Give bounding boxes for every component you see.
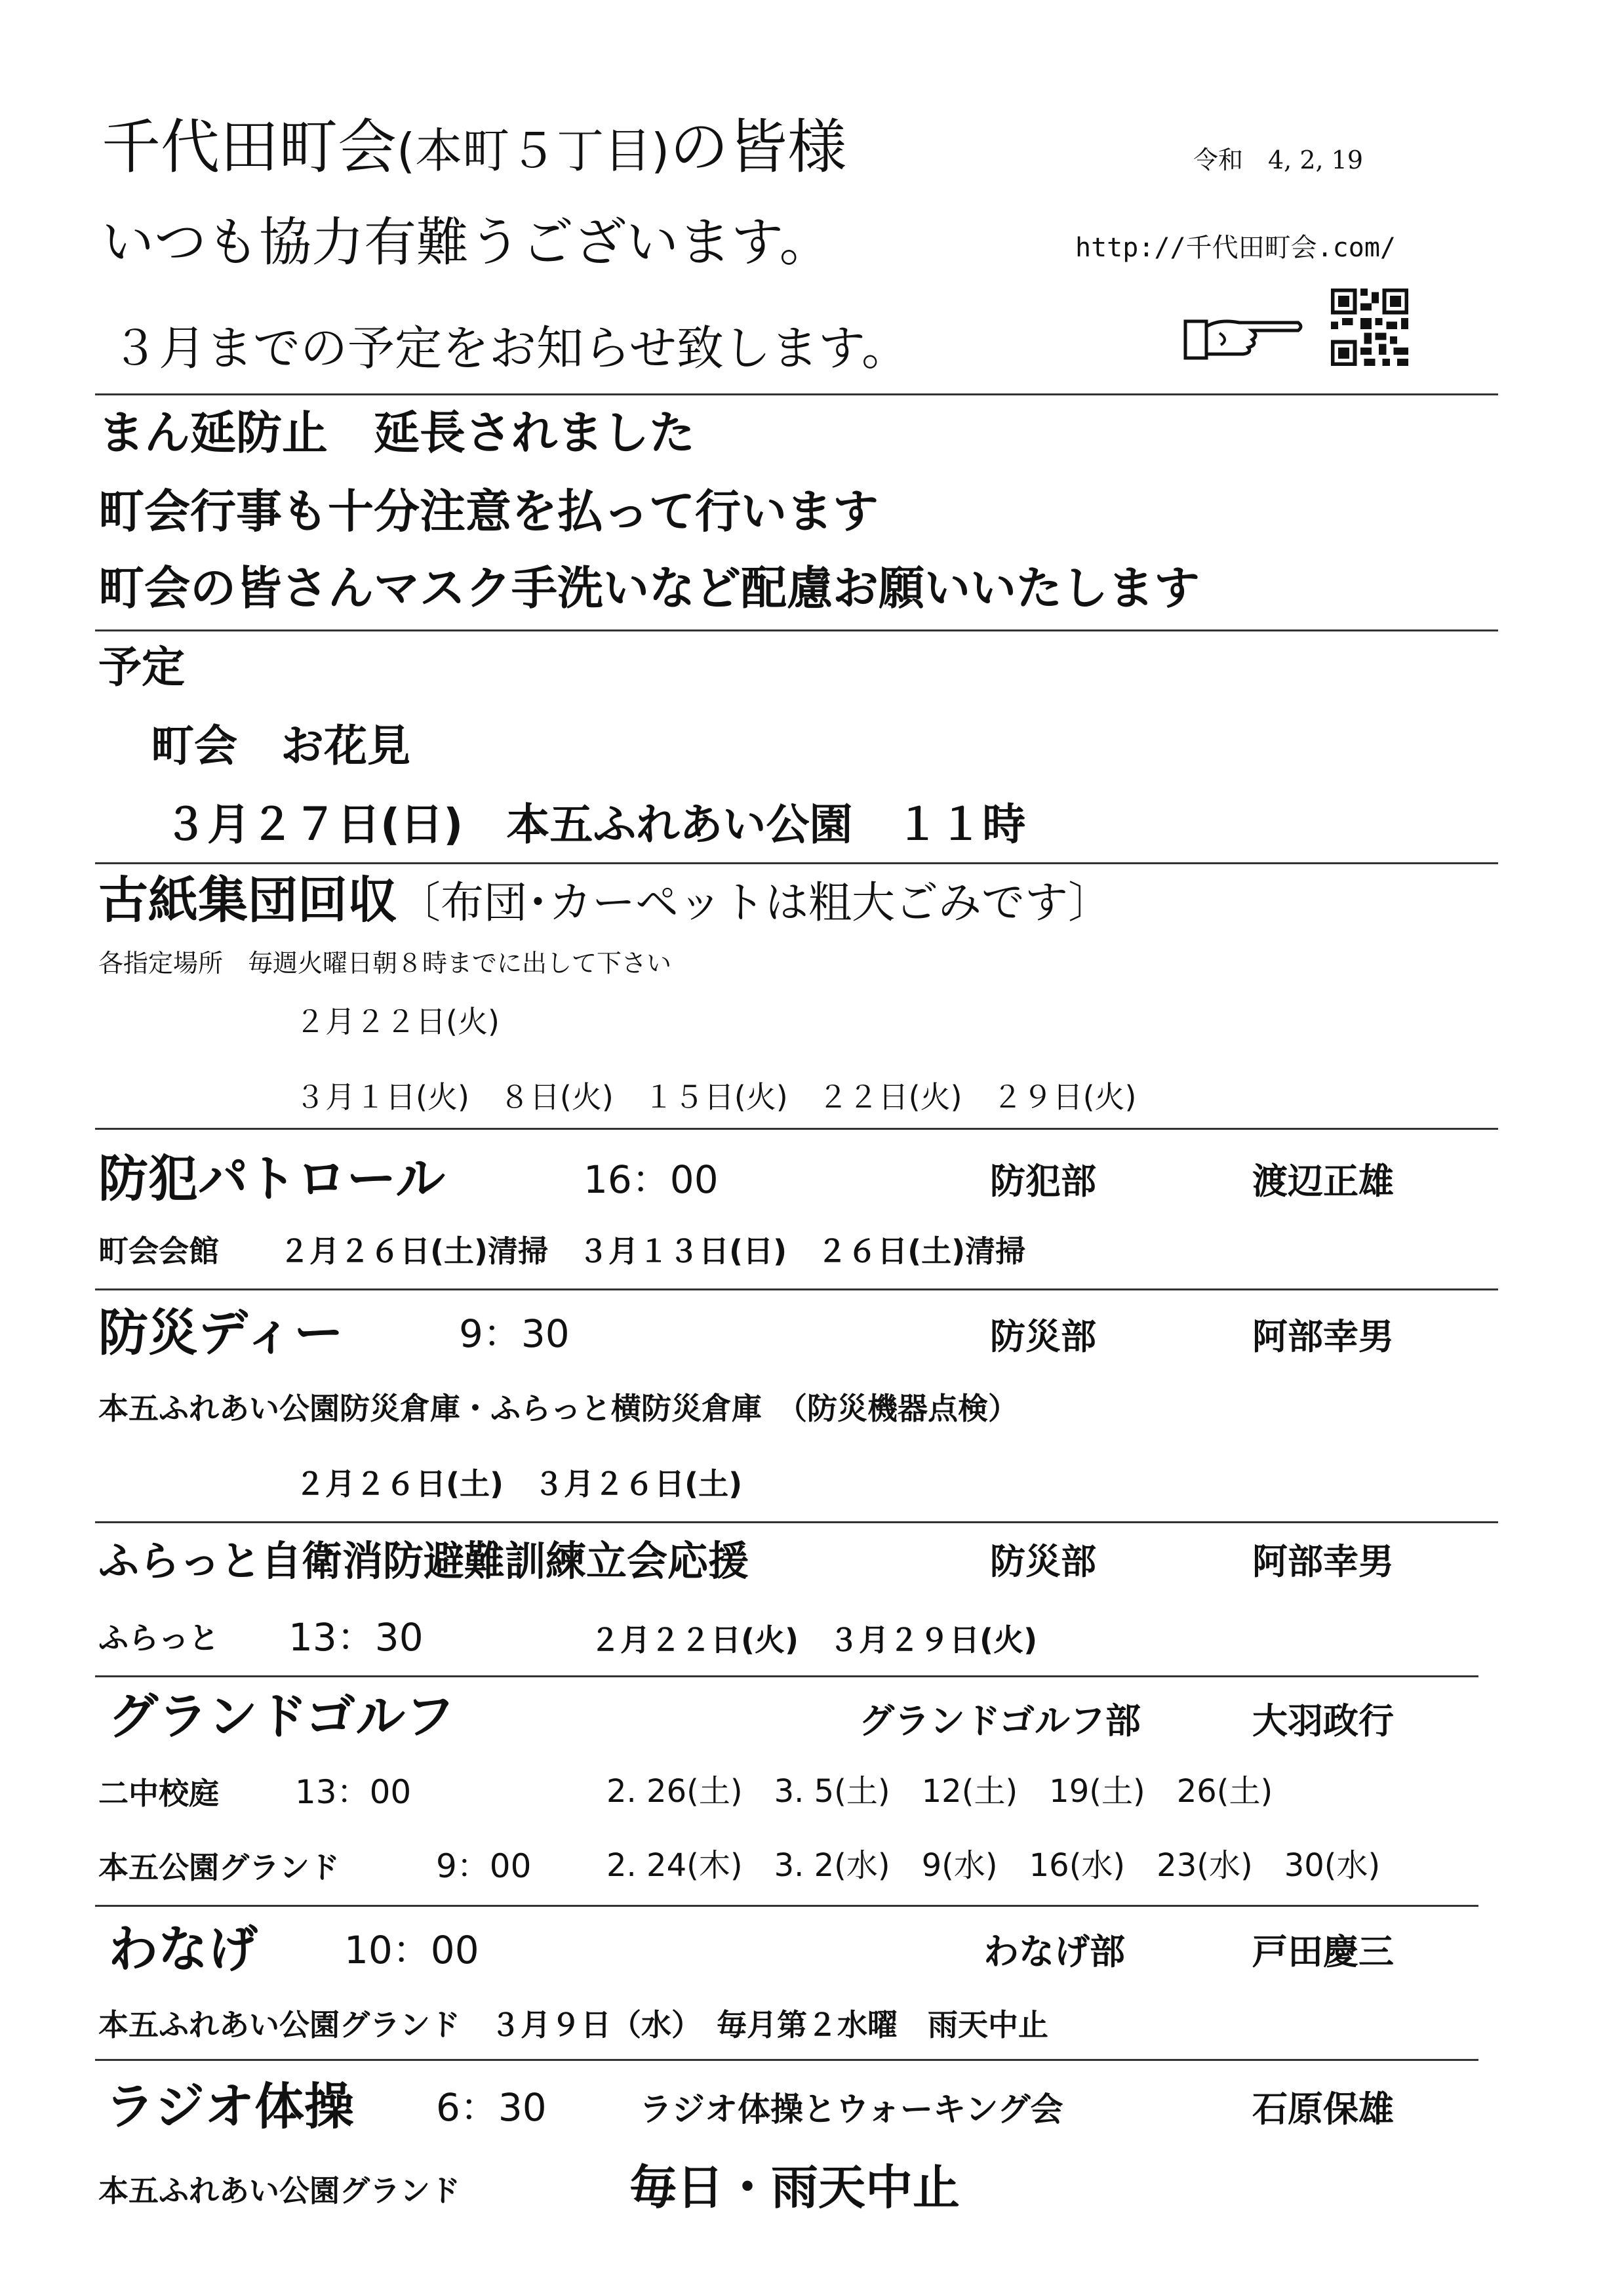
divider	[95, 1905, 1478, 1907]
divider	[95, 1521, 1498, 1523]
patrol-dept: 防犯部	[990, 1161, 1096, 1202]
radio-place: 本五ふれあい公園グランド	[98, 2173, 460, 2208]
divider	[95, 1128, 1498, 1130]
golf-row1-dates: 2. 26(土) 3. 5(土) 12(土) 19(土) 26(土)	[606, 1773, 1273, 1810]
announce-line-2: 町会行事も十分注意を払って行います	[98, 485, 879, 538]
notice-text: ３月までの予定をお知らせ致します。	[111, 321, 909, 376]
drill-time: 13：30	[288, 1615, 424, 1660]
title-paren: (本町５丁目)	[397, 123, 670, 178]
schedule-event: 町会 お花見	[151, 721, 410, 771]
drill-dates: ２月２２日(火) ３月２９日(火)	[590, 1622, 1038, 1658]
patrol-person: 渡辺正雄	[1252, 1161, 1394, 1202]
qr-code-icon[interactable]	[1331, 289, 1408, 366]
website-url[interactable]: http://千代田町会.com/	[1075, 233, 1396, 263]
announce-line-3: 町会の皆さんマスク手洗いなど配慮お願いいたします	[98, 561, 1200, 615]
page-title	[102, 113, 847, 182]
issue-date: 令和 4, 2, 19	[1193, 146, 1364, 174]
golf-row2-time: 9：00	[436, 1847, 532, 1885]
schedule-detail: ３月２７日(日) 本五ふれあい公園 １１時	[164, 799, 1026, 850]
paper-title: 古紙集団回収	[98, 871, 397, 929]
paper-sub: 各指定場所 毎週火曜日朝８時までに出して下さい	[98, 949, 672, 978]
golf-person: 大羽政行	[1252, 1700, 1394, 1742]
wanage-person: 戸田慶三	[1252, 1931, 1394, 1972]
patrol-title: 防犯パトロール	[98, 1149, 445, 1208]
drill-dept: 防災部	[990, 1541, 1096, 1582]
radio-dept: ラジオ体操とウォーキング会	[639, 2090, 1063, 2128]
wanage-title: わなげ	[108, 1920, 258, 1978]
drill-place: ふらっと	[98, 1620, 219, 1656]
disaster-title: 防災ディー	[98, 1304, 344, 1362]
title-main: 千代田町会	[102, 113, 397, 182]
paper-collection-title	[98, 871, 1111, 929]
radio-title: ラジオ体操	[105, 2077, 354, 2136]
divider	[95, 862, 1498, 864]
drill-person: 阿部幸男	[1252, 1541, 1394, 1582]
wanage-detail: 本五ふれあい公園グランド ３月９日（水） 毎月第２水曜 雨天中止	[98, 2007, 1048, 2043]
golf-row1-time: 13：00	[295, 1773, 412, 1811]
divider	[95, 393, 1498, 395]
schedule-heading: 予定	[98, 642, 185, 692]
paper-note: 〔布団･カーペットは粗大ごみです〕	[397, 877, 1111, 928]
disaster-person: 阿部幸男	[1252, 1316, 1394, 1357]
divider	[95, 1675, 1478, 1677]
golf-row2-dates: 2. 24(木) 3. 2(水) 9(水) 16(水) 23(水) 30(水)	[606, 1847, 1381, 1884]
disaster-dept: 防災部	[990, 1316, 1096, 1357]
radio-note: 毎日・雨天中止	[629, 2160, 961, 2215]
golf-row1-place: 二中校庭	[98, 1776, 219, 1811]
paper-dates-2: ３月１日(火) ８日(火) １５日(火) ２２日(火) ２９日(火)	[295, 1079, 1137, 1115]
patrol-time: 16：00	[584, 1157, 719, 1202]
announce-line-1: まん延防止 延長されました	[98, 406, 695, 460]
golf-title: グランドゴルフ	[108, 1687, 455, 1746]
greeting: いつも協力有難うございます。	[102, 212, 832, 273]
divider	[95, 2059, 1478, 2061]
pointing-hand-icon	[1180, 307, 1305, 366]
disaster-dates: ２月２６日(土) ３月２６日(土)	[295, 1466, 743, 1502]
divider	[95, 629, 1498, 631]
patrol-detail: 町会会館 ２月２６日(土)清掃 ３月１３日(日) ２６日(土)清掃	[98, 1233, 1026, 1269]
wanage-time: 10：00	[344, 1928, 479, 1972]
wanage-dept: わなげ部	[983, 1931, 1125, 1972]
radio-time: 6：30	[436, 2085, 547, 2130]
drill-title: ふらっと自衛消防避難訓練立会応援	[98, 1537, 749, 1585]
paper-dates-1: ２月２２日(火)	[295, 1004, 500, 1039]
title-tail: の皆様	[669, 113, 847, 182]
radio-person: 石原保雄	[1252, 2088, 1394, 2130]
golf-dept: グランドゴルフ部	[859, 1700, 1141, 1742]
disaster-place: 本五ふれあい公園防災倉庫・ふらっと横防災倉庫 （防災機器点検）	[98, 1391, 1018, 1426]
disaster-time: 9：30	[459, 1311, 570, 1356]
divider	[95, 1288, 1498, 1290]
golf-row2-place: 本五公園グランド	[98, 1850, 340, 1885]
